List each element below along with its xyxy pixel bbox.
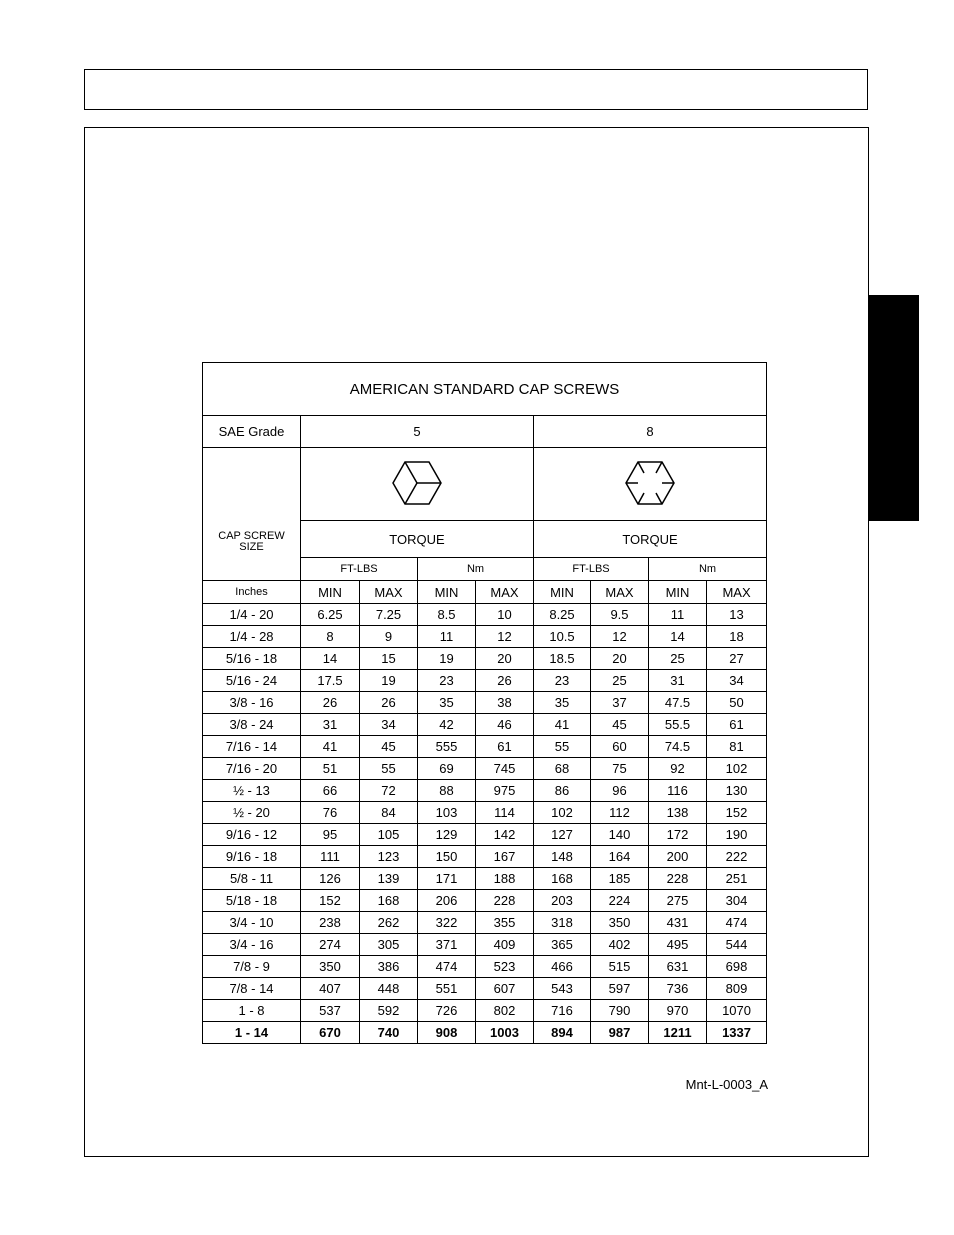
torque-value-cell: 95 (301, 824, 360, 846)
torque-value-cell: 975 (476, 780, 534, 802)
torque-value-cell: 114 (476, 802, 534, 824)
torque-value-cell: 10 (476, 604, 534, 626)
table-row (203, 692, 767, 714)
cap-screw-size-cell: 5/16 - 18 (203, 648, 301, 670)
torque-value-cell: 112 (591, 802, 649, 824)
torque-value-cell: 474 (707, 912, 767, 934)
table-row (203, 1022, 767, 1044)
torque-value-cell: 203 (534, 890, 591, 912)
torque-value-cell: 148 (534, 846, 591, 868)
cap-screw-size-cell: 5/16 - 24 (203, 670, 301, 692)
torque-value-cell: 11 (418, 626, 476, 648)
table-row (203, 626, 767, 648)
torque-value-cell: 111 (301, 846, 360, 868)
torque-value-cell: 1337 (707, 1022, 767, 1044)
torque-value-cell: 7.25 (360, 604, 418, 626)
torque-value-cell: 670 (301, 1022, 360, 1044)
torque-value-cell: 35 (534, 692, 591, 714)
torque-value-cell: 150 (418, 846, 476, 868)
torque-data-rows (203, 604, 767, 1044)
torque-value-cell: 61 (707, 714, 767, 736)
cap-screw-size-cell: 1/4 - 28 (203, 626, 301, 648)
torque-value-cell: 790 (591, 1000, 649, 1022)
torque-value-cell: 409 (476, 934, 534, 956)
torque-value-cell: 116 (649, 780, 707, 802)
torque-value-cell: 6.25 (301, 604, 360, 626)
torque-value-cell: 75 (591, 758, 649, 780)
min-header: MIN (649, 581, 707, 604)
torque-value-cell: 23 (534, 670, 591, 692)
torque-value-cell: 168 (534, 868, 591, 890)
torque-value-cell: 555 (418, 736, 476, 758)
grade-5-torque-label: TORQUE (301, 521, 534, 558)
torque-value-cell: 448 (360, 978, 418, 1000)
cap-screw-size-cell: 7/16 - 14 (203, 736, 301, 758)
figure-code: Mnt-L-0003_A (685, 1077, 768, 1092)
cap-screw-size-cell: 1 - 14 (203, 1022, 301, 1044)
grade-8-torque-label: TORQUE (534, 521, 767, 558)
max-header: MAX (476, 581, 534, 604)
cap-screw-size-cell: 5/18 - 18 (203, 890, 301, 912)
torque-value-cell: 188 (476, 868, 534, 890)
torque-value-cell: 46 (476, 714, 534, 736)
torque-value-cell: 81 (707, 736, 767, 758)
torque-value-cell: 20 (476, 648, 534, 670)
torque-value-cell: 45 (591, 714, 649, 736)
cap-screw-size-text: CAP SCREW SIZE (218, 530, 285, 553)
torque-value-cell: 200 (649, 846, 707, 868)
torque-value-cell: 18 (707, 626, 767, 648)
torque-value-cell: 42 (418, 714, 476, 736)
grade-5-header: 5 (301, 416, 534, 448)
torque-value-cell: 515 (591, 956, 649, 978)
torque-value-cell: 34 (360, 714, 418, 736)
table-row (203, 824, 767, 846)
table-row (203, 758, 767, 780)
torque-value-cell: 152 (707, 802, 767, 824)
torque-value-cell: 50 (707, 692, 767, 714)
torque-value-cell: 322 (418, 912, 476, 934)
torque-value-cell: 13 (707, 604, 767, 626)
torque-value-cell: 9 (360, 626, 418, 648)
table-row (203, 1000, 767, 1022)
torque-value-cell: 365 (534, 934, 591, 956)
torque-value-cell: 9.5 (591, 604, 649, 626)
sae-grade-8-hex-head-icon (625, 460, 675, 506)
torque-value-cell: 275 (649, 890, 707, 912)
torque-value-cell: 152 (301, 890, 360, 912)
torque-value-cell: 130 (707, 780, 767, 802)
torque-value-cell: 894 (534, 1022, 591, 1044)
torque-value-cell: 164 (591, 846, 649, 868)
torque-value-cell: 1003 (476, 1022, 534, 1044)
torque-value-cell: 238 (301, 912, 360, 934)
torque-value-cell: 18.5 (534, 648, 591, 670)
torque-value-cell: 84 (360, 802, 418, 824)
torque-value-cell: 37 (591, 692, 649, 714)
torque-value-cell: 23 (418, 670, 476, 692)
torque-value-cell: 19 (360, 670, 418, 692)
torque-value-cell: 592 (360, 1000, 418, 1022)
cap-screw-size-cell: 7/16 - 20 (203, 758, 301, 780)
torque-value-cell: 55.5 (649, 714, 707, 736)
cap-screw-size-cell: 3/8 - 24 (203, 714, 301, 736)
table-row (203, 714, 767, 736)
torque-value-cell: 11 (649, 604, 707, 626)
torque-value-cell: 355 (476, 912, 534, 934)
torque-value-cell: 1211 (649, 1022, 707, 1044)
torque-value-cell: 10.5 (534, 626, 591, 648)
torque-value-cell: 12 (476, 626, 534, 648)
torque-value-cell: 35 (418, 692, 476, 714)
torque-value-cell: 495 (649, 934, 707, 956)
torque-value-cell: 537 (301, 1000, 360, 1022)
torque-value-cell: 26 (301, 692, 360, 714)
cap-screw-size-label (203, 448, 301, 581)
torque-value-cell: 987 (591, 1022, 649, 1044)
torque-value-cell: 60 (591, 736, 649, 758)
torque-value-cell: 66 (301, 780, 360, 802)
table-row (203, 934, 767, 956)
table-row (203, 780, 767, 802)
torque-value-cell: 8 (301, 626, 360, 648)
torque-value-cell: 25 (591, 670, 649, 692)
torque-value-cell: 14 (301, 648, 360, 670)
table-row (203, 648, 767, 670)
cap-screw-size-cell: 7/8 - 9 (203, 956, 301, 978)
torque-value-cell: 17.5 (301, 670, 360, 692)
torque-value-cell: 1070 (707, 1000, 767, 1022)
cap-screw-size-cell: 1 - 8 (203, 1000, 301, 1022)
cap-screw-size-cell: 3/4 - 10 (203, 912, 301, 934)
torque-value-cell: 228 (476, 890, 534, 912)
table-row (203, 868, 767, 890)
torque-value-cell: 222 (707, 846, 767, 868)
torque-value-cell: 262 (360, 912, 418, 934)
torque-value-cell: 402 (591, 934, 649, 956)
torque-value-cell: 251 (707, 868, 767, 890)
torque-value-cell: 167 (476, 846, 534, 868)
torque-value-cell: 139 (360, 868, 418, 890)
cap-screw-size-cell: 5/8 - 11 (203, 868, 301, 890)
torque-value-cell: 126 (301, 868, 360, 890)
torque-value-cell: 745 (476, 758, 534, 780)
torque-value-cell: 19 (418, 648, 476, 670)
torque-value-cell: 41 (301, 736, 360, 758)
min-header: MIN (418, 581, 476, 604)
torque-value-cell: 92 (649, 758, 707, 780)
cap-screw-size-cell: 1/4 - 20 (203, 604, 301, 626)
torque-value-cell: 8.25 (534, 604, 591, 626)
torque-value-cell: 185 (591, 868, 649, 890)
torque-value-cell: 127 (534, 824, 591, 846)
torque-value-cell: 129 (418, 824, 476, 846)
torque-value-cell: 76 (301, 802, 360, 824)
torque-value-cell: 103 (418, 802, 476, 824)
torque-value-cell: 802 (476, 1000, 534, 1022)
torque-value-cell: 138 (649, 802, 707, 824)
torque-value-cell: 74.5 (649, 736, 707, 758)
torque-value-cell: 698 (707, 956, 767, 978)
torque-value-cell: 123 (360, 846, 418, 868)
table-row (203, 912, 767, 934)
table-row (203, 736, 767, 758)
torque-value-cell: 47.5 (649, 692, 707, 714)
torque-value-cell: 96 (591, 780, 649, 802)
table-row (203, 890, 767, 912)
cap-screw-size-cell: ½ - 20 (203, 802, 301, 824)
torque-value-cell: 27 (707, 648, 767, 670)
torque-value-cell: 305 (360, 934, 418, 956)
cap-screw-size-cell: 3/8 - 16 (203, 692, 301, 714)
torque-value-cell: 69 (418, 758, 476, 780)
torque-value-cell: 466 (534, 956, 591, 978)
torque-value-cell: 8.5 (418, 604, 476, 626)
max-header: MAX (360, 581, 418, 604)
grade-8-nm-header: Nm (649, 558, 767, 581)
torque-value-cell: 102 (534, 802, 591, 824)
torque-value-cell: 55 (360, 758, 418, 780)
torque-value-cell: 908 (418, 1022, 476, 1044)
torque-value-cell: 168 (360, 890, 418, 912)
torque-value-cell: 407 (301, 978, 360, 1000)
torque-value-cell: 386 (360, 956, 418, 978)
cap-screw-size-cell: ½ - 13 (203, 780, 301, 802)
torque-value-cell: 20 (591, 648, 649, 670)
torque-value-cell: 716 (534, 1000, 591, 1022)
table-row (203, 604, 767, 626)
grade-5-nm-header: Nm (418, 558, 534, 581)
torque-value-cell: 102 (707, 758, 767, 780)
torque-value-cell: 51 (301, 758, 360, 780)
torque-value-cell: 14 (649, 626, 707, 648)
torque-value-cell: 41 (534, 714, 591, 736)
torque-value-cell: 55 (534, 736, 591, 758)
torque-value-cell: 551 (418, 978, 476, 1000)
section-side-tab (869, 295, 919, 521)
torque-value-cell: 350 (301, 956, 360, 978)
torque-value-cell: 970 (649, 1000, 707, 1022)
torque-value-cell: 25 (649, 648, 707, 670)
max-header: MAX (591, 581, 649, 604)
torque-value-cell: 26 (476, 670, 534, 692)
grade-8-ft-lbs-header: FT-LBS (534, 558, 649, 581)
torque-value-cell: 597 (591, 978, 649, 1000)
max-header: MAX (707, 581, 767, 604)
torque-value-cell: 228 (649, 868, 707, 890)
table-row (203, 670, 767, 692)
min-header: MIN (534, 581, 591, 604)
torque-value-cell: 544 (707, 934, 767, 956)
torque-value-cell: 88 (418, 780, 476, 802)
grade-8-header: 8 (534, 416, 767, 448)
torque-value-cell: 140 (591, 824, 649, 846)
torque-value-cell: 86 (534, 780, 591, 802)
torque-value-cell: 726 (418, 1000, 476, 1022)
table-title: AMERICAN STANDARD CAP SCREWS (203, 363, 767, 416)
torque-value-cell: 371 (418, 934, 476, 956)
torque-value-cell: 31 (301, 714, 360, 736)
sae-grade-label: SAE Grade (203, 416, 301, 448)
cap-screw-size-cell: 9/16 - 12 (203, 824, 301, 846)
table-row (203, 802, 767, 824)
torque-value-cell: 142 (476, 824, 534, 846)
torque-value-cell: 105 (360, 824, 418, 846)
cap-screw-size-cell: 7/8 - 14 (203, 978, 301, 1000)
torque-table (202, 362, 767, 1044)
torque-value-cell: 431 (649, 912, 707, 934)
torque-value-cell: 171 (418, 868, 476, 890)
torque-value-cell: 224 (591, 890, 649, 912)
torque-value-cell: 31 (649, 670, 707, 692)
torque-value-cell: 38 (476, 692, 534, 714)
min-header: MIN (301, 581, 360, 604)
grade-8-icon-cell (534, 448, 767, 521)
torque-value-cell: 72 (360, 780, 418, 802)
table-row (203, 956, 767, 978)
torque-value-cell: 543 (534, 978, 591, 1000)
torque-value-cell: 607 (476, 978, 534, 1000)
table-row (203, 846, 767, 868)
grade-5-icon-cell (301, 448, 534, 521)
torque-value-cell: 45 (360, 736, 418, 758)
cap-screw-size-cell: 9/16 - 18 (203, 846, 301, 868)
torque-value-cell: 61 (476, 736, 534, 758)
torque-value-cell: 172 (649, 824, 707, 846)
page-header-box (84, 69, 868, 110)
torque-value-cell: 474 (418, 956, 476, 978)
torque-value-cell: 631 (649, 956, 707, 978)
torque-value-cell: 318 (534, 912, 591, 934)
torque-value-cell: 190 (707, 824, 767, 846)
inches-header: Inches (203, 581, 301, 604)
torque-value-cell: 68 (534, 758, 591, 780)
cap-screw-size-cell: 3/4 - 16 (203, 934, 301, 956)
torque-value-cell: 34 (707, 670, 767, 692)
torque-value-cell: 206 (418, 890, 476, 912)
table-row (203, 978, 767, 1000)
grade-5-ft-lbs-header: FT-LBS (301, 558, 418, 581)
torque-value-cell: 740 (360, 1022, 418, 1044)
torque-value-cell: 12 (591, 626, 649, 648)
torque-value-cell: 350 (591, 912, 649, 934)
torque-value-cell: 523 (476, 956, 534, 978)
torque-value-cell: 274 (301, 934, 360, 956)
torque-value-cell: 736 (649, 978, 707, 1000)
torque-value-cell: 304 (707, 890, 767, 912)
torque-value-cell: 15 (360, 648, 418, 670)
sae-grade-5-hex-head-icon (392, 460, 442, 506)
torque-value-cell: 809 (707, 978, 767, 1000)
torque-value-cell: 26 (360, 692, 418, 714)
